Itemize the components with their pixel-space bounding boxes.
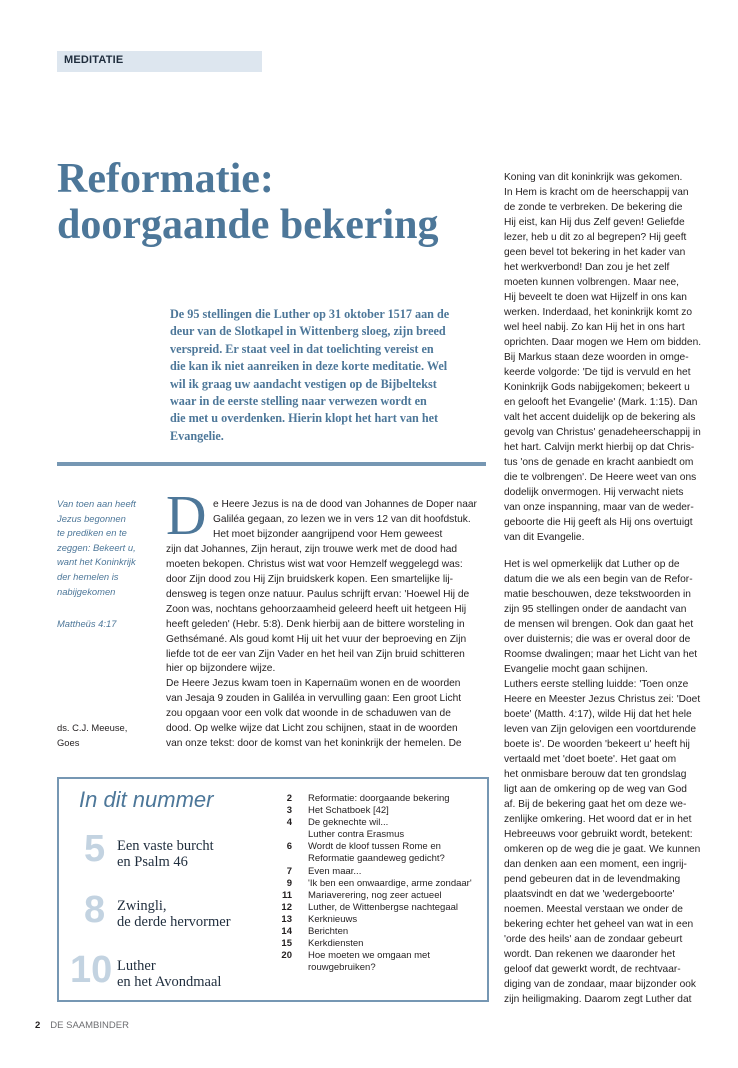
- body-line: dodelijk onvermogen. Hij verwacht niets: [504, 487, 684, 498]
- contents-item[interactable]: [278, 817, 483, 841]
- contents-item-line: Mariaverering, nog zeer actueel: [308, 889, 442, 901]
- contents-item-line: De geknechte wil...: [308, 817, 389, 829]
- section-tab: [57, 51, 262, 72]
- drop-cap: D: [166, 485, 207, 547]
- contents-item-label: [292, 841, 445, 865]
- body-line: geloof dat gewerkt wordt, de rechtvaar-: [504, 964, 681, 975]
- author-place: Goes: [57, 736, 80, 748]
- intro-line: waar in de eerste stelling naar verwezen wordt en: [170, 394, 427, 409]
- bible-quote: [57, 497, 157, 599]
- quote-line: nabijgekomen: [57, 585, 116, 597]
- body-line: de mensen wil brengen. Ook dan gaat het: [504, 619, 694, 630]
- featured-title[interactable]: [117, 958, 221, 990]
- intro-line: Evangelie.: [170, 428, 224, 443]
- body-line: omkeren op de weg die je gaat. We kunnen: [504, 844, 701, 855]
- body-line: Het moet bijzonder aangrijpend voor Hem geweest: [213, 528, 443, 540]
- page-footer: [35, 1020, 129, 1031]
- quote-line: zeggen: Bekeert u,: [57, 541, 136, 553]
- contents-item-label: [292, 902, 458, 914]
- body-line: Koning van dit koninkrijk was gekomen.: [504, 172, 683, 183]
- contents-page-number: 20: [281, 950, 292, 962]
- featured-title-line: Een vaste burcht: [117, 838, 214, 854]
- quote-line: want het Koninkrijk: [57, 556, 136, 568]
- body-line: Zoon was, nochtans gehoorzaamheid geleerd heeft uit hetgeen Hij: [166, 603, 467, 615]
- divider-rule: [57, 462, 486, 466]
- featured-title-line: en Psalm 46: [117, 854, 188, 870]
- contents-item-label: [292, 890, 442, 902]
- body-line: vertaald met 'doet boete'. Het gaat om: [504, 754, 677, 765]
- contents-item-line: Berichten: [308, 926, 349, 938]
- body-line: datum die we als een begin van de Refor-: [504, 574, 693, 585]
- contents-item[interactable]: [278, 866, 483, 878]
- body-line: Hij eist, kan Hij dus Zelf geven! Geliefde: [504, 217, 685, 228]
- contents-list: [278, 793, 483, 974]
- contents-item-line: Kerknieuws: [308, 913, 358, 925]
- contents-item-line: Kerkdiensten: [308, 938, 364, 950]
- contents-page-number: 6: [286, 841, 292, 853]
- contents-item-line: Luther contra Erasmus: [308, 829, 405, 841]
- body-line: zenlijke omkering. Het woord dat er in het: [504, 814, 692, 825]
- body-line: zijn dat Johannes, Zijn heraut, zijn trouwe werk met de dood had: [166, 543, 458, 555]
- contents-page-number: 7: [286, 865, 292, 877]
- body-line: De Heere Jezus kwam toen in Kapernaüm wonen en de woorden: [166, 678, 461, 690]
- contents-item[interactable]: [278, 902, 483, 914]
- contents-item-label: [292, 878, 472, 890]
- body-column-left: [166, 498, 490, 752]
- body-line: matie beschouwen, deze tekstwoorden in: [504, 589, 691, 600]
- body-line: diging van de zondaar, maar bijzonder ook: [504, 979, 696, 990]
- contents-item-line: Even maar...: [308, 865, 362, 877]
- author-name: ds. C.J. Meeuse,: [57, 722, 128, 733]
- featured-title[interactable]: [117, 898, 231, 930]
- body-line: heeft geleden' (Hebr. 5:8). Denk hierbij aan de bittere worsteling in: [166, 618, 465, 630]
- contents-item[interactable]: [278, 914, 483, 926]
- body-line: In Hem is kracht om de heerschappij van: [504, 187, 689, 198]
- body-line: 'orde des heils' aan de zondaar gebeurt: [504, 934, 683, 945]
- featured-title-line: en het Avondmaal: [117, 974, 222, 990]
- contents-item-line: Wordt de kloof tussen Rome en: [308, 841, 441, 853]
- body-line: leven van Zijn gelovigen een voortdurende: [504, 724, 696, 735]
- body-line: hier op bijzondere wijze.: [166, 663, 276, 675]
- body-line: Galiléa gegaan, zo lezen we in vers 12 van dit hoofdstuk.: [213, 513, 471, 525]
- contents-item-label: [292, 866, 361, 878]
- article-title: [57, 156, 497, 248]
- contents-item-line: Reformatie: doorgaande bekering: [308, 793, 450, 804]
- body-line: af. Bij de bekering gaat het om deze we-: [504, 799, 687, 810]
- featured-number: 10: [70, 949, 113, 991]
- contents-title: In dit nummer: [79, 787, 214, 812]
- body-line: geboorte die Hij geeft als Hij ons overtuigt: [504, 517, 693, 528]
- article-intro: [170, 306, 486, 445]
- body-line: moeten kunnen volbrengen. Maar nee,: [504, 277, 680, 288]
- body-line: bekering echter het geheel van wat in een: [504, 919, 694, 930]
- body-line: tus 'ons de genade en kracht aanbiedt om: [504, 457, 694, 468]
- body-line: boete' (Matth. 4:17), wilde Hij dat het hele: [504, 709, 692, 720]
- contents-item-line: Hoe moeten we omgaan met: [308, 950, 430, 962]
- body-line: Het is wel opmerkelijk dat Luther op de: [504, 559, 680, 570]
- contents-page-number: 2: [286, 793, 292, 804]
- body-line: wel heel nabij. Zo kan Hij het in ons hart: [504, 322, 685, 333]
- body-line: zou opgaan voor een volk dat woonde in de schaduwen van de: [166, 708, 451, 720]
- contents-item[interactable]: [278, 938, 483, 950]
- contents-item[interactable]: [278, 793, 483, 805]
- contents-page-number: 13: [281, 913, 292, 925]
- contents-item-line: Reformatie gaandeweg gedicht?: [308, 853, 445, 865]
- author-byline: [57, 721, 157, 750]
- body-line: valt het accent duidelijk op de bekering als: [504, 412, 696, 423]
- contents-item-label: [292, 793, 450, 805]
- body-line: zijn 95 stellingen onder de aandacht van: [504, 604, 687, 615]
- quote-line: Jezus begonnen: [57, 512, 126, 524]
- body-line: densweg is tegen onze natuur. Paulus schrijft ervan: 'Hoewel Hij de: [166, 588, 470, 600]
- body-line: Roomse dwalingen; maar het Licht van het: [504, 649, 698, 660]
- body-line: het onmisbare berouw dat ten grondslag: [504, 769, 687, 780]
- body-line: gevolg van Christus' genadeheerschappij in: [504, 427, 701, 438]
- contents-page-number: 3: [286, 805, 292, 817]
- body-line: noemen. Meestal verstaan we onder de: [504, 904, 683, 915]
- body-line: Hebreeuws voor gebruikt wordt, betekent:: [504, 829, 693, 840]
- contents-item-label: [292, 805, 389, 817]
- featured-title-line: Zwingli,: [117, 898, 167, 914]
- intro-line: deur van de Slotkapel in Wittenberg sloeg, zijn breed: [170, 324, 446, 339]
- contents-page-number: 14: [281, 926, 292, 938]
- contents-page-number: 9: [286, 877, 292, 889]
- body-line: lezer, heb u dit zo al begrepen? Hij geeft: [504, 232, 687, 243]
- body-line: Evangelie mocht gaan schijnen.: [504, 664, 648, 675]
- contents-page-number: 4: [286, 817, 292, 829]
- contents-item[interactable]: [278, 805, 483, 817]
- body-line: het hart. Calvijn merkt hierbij op dat Chris-: [504, 442, 695, 453]
- quote-line: der hemelen is: [57, 570, 119, 582]
- contents-item[interactable]: [278, 926, 483, 938]
- body-line: de zonde te verbreken. De bekering die: [504, 202, 683, 213]
- body-line: dood. Op welke wijze dat Licht zou schijnen, staat in de woorden: [166, 723, 458, 735]
- contents-item[interactable]: [278, 841, 483, 865]
- body-line: werken. Inderdaad, het koninkrijk komt zo: [504, 307, 692, 318]
- paragraph-gap: [504, 545, 718, 557]
- body-line: en gelooft het Evangelie' (Mark. 1:15). Dan: [504, 397, 698, 408]
- body-line: Luthers eerste stelling luidde: 'Toen onze: [504, 679, 689, 690]
- intro-line: die kan ik niet aanreiken in deze korte meditatie. Wel: [170, 359, 448, 374]
- contents-item-label: [292, 926, 348, 938]
- body-line: Hij beveelt te doen wat Hijzelf in ons kan: [504, 292, 687, 303]
- body-line: door Zijn dood zou Hij Zijn bruidskerk kopen. Een smartelijke lij-: [166, 573, 454, 585]
- contents-item[interactable]: [278, 890, 483, 902]
- body-line: geen bevel tot bekering in het kader van: [504, 247, 686, 258]
- contents-page-number: 15: [281, 938, 292, 950]
- body-line: oprichten. Daar mogen we Hem om bidden.: [504, 337, 702, 348]
- body-line: Bij Markus staan deze woorden in omge-: [504, 352, 689, 363]
- contents-item-label: [292, 914, 357, 926]
- body-line: van dit Evangelie.: [504, 532, 585, 543]
- body-column-right: [504, 170, 718, 1007]
- body-line: van onze inspanning, maar van de weder-: [504, 502, 694, 513]
- intro-line: die met u overdenken. Hierin klopt het hart van het: [170, 411, 439, 426]
- body-line: keerde volgorde: 'De tijd is vervuld en het: [504, 367, 691, 378]
- body-line: boete is'. De woorden 'bekeert u' heeft hij: [504, 739, 690, 750]
- title-line: Reformatie:: [57, 156, 274, 202]
- contents-item-line: 'Ik ben een onwaardige, arme zondaar': [308, 877, 472, 889]
- body-line: dan denken aan een moment, een ingrij-: [504, 859, 687, 870]
- featured-title[interactable]: [117, 838, 214, 870]
- body-line: Gethsémané. Als goud komt Hij uit het vuur der beproeving en Zijn: [166, 633, 467, 645]
- quote-line: Van toen aan heeft: [57, 498, 136, 509]
- contents-item-line: Luther, de Wittenbergse nachtegaal: [308, 901, 458, 913]
- body-line: ligt aan de omkering op de weg van God: [504, 784, 687, 795]
- contents-item-line: rouwgebruiken?: [308, 962, 376, 974]
- contents-item-line: Het Schatboek [42]: [308, 805, 389, 817]
- publication-name: DE SAAMBINDER: [50, 1020, 129, 1031]
- section-label: MEDITATIE: [64, 54, 124, 66]
- contents-item-label: [292, 950, 430, 974]
- body-line: van onze tekst: door de komst van het koninkrijk der hemelen. De: [166, 738, 462, 750]
- body-line: zijn heiligmaking. Daarom zegt Luther dat: [504, 994, 692, 1005]
- body-line: wordt. Dan rekenen we daaronder het: [504, 949, 676, 960]
- body-line: moeten bekopen. Christus wist wat voor Hemzelf weggelegd was:: [166, 558, 463, 570]
- intro-line: wil ik graag uw aandacht vestigen op de Bijbeltekst: [170, 376, 437, 391]
- body-line: plaatsvindt en dat we 'wedergeboorte': [504, 889, 675, 900]
- body-line: pend gebeuren dat in de levendmaking: [504, 874, 681, 885]
- body-line: e Heere Jezus is na de dood van Johannes de Doper naar: [213, 499, 477, 510]
- featured-title-line: Luther: [117, 958, 156, 974]
- body-line: liefde tot de eer van Zijn Vader en het heil van Zijn bruid schitteren: [166, 648, 465, 660]
- contents-item[interactable]: [278, 950, 483, 974]
- intro-line: De 95 stellingen die Luther op 31 oktober 1517 aan de: [170, 307, 450, 321]
- body-line: Heere en Meester Jezus Christus zei: 'Doet: [504, 694, 701, 705]
- body-line: over duisternis; die was er overal door de: [504, 634, 691, 645]
- contents-item-label: [292, 938, 363, 950]
- contents-item-label: [292, 817, 404, 841]
- body-line: van Jesaja 9 zouden in Galiléa in vervulling gaan: Een groot Licht: [166, 693, 462, 705]
- body-line: die te volbrengen'. De Heere weet van ons: [504, 472, 697, 483]
- contents-item[interactable]: [278, 878, 483, 890]
- quote-line: te prediken en te: [57, 527, 127, 539]
- body-line: Koninkrijk Gods nabijgekomen; bekeert u: [504, 382, 690, 393]
- bible-reference: Mattheüs 4:17: [57, 618, 117, 629]
- featured-number: 8: [84, 889, 106, 931]
- title-line: doorgaande bekering: [57, 202, 439, 248]
- featured-number: 5: [84, 828, 106, 870]
- page-number: 2: [35, 1020, 41, 1031]
- contents-page-number: 11: [281, 889, 292, 901]
- intro-line: verspreid. Er staat veel in dat toelichting vereist en: [170, 341, 434, 356]
- featured-title-line: de derde hervormer: [117, 914, 231, 930]
- body-line: het werkverbond! Dan zou je het zelf: [504, 262, 670, 273]
- contents-page-number: 12: [281, 901, 292, 913]
